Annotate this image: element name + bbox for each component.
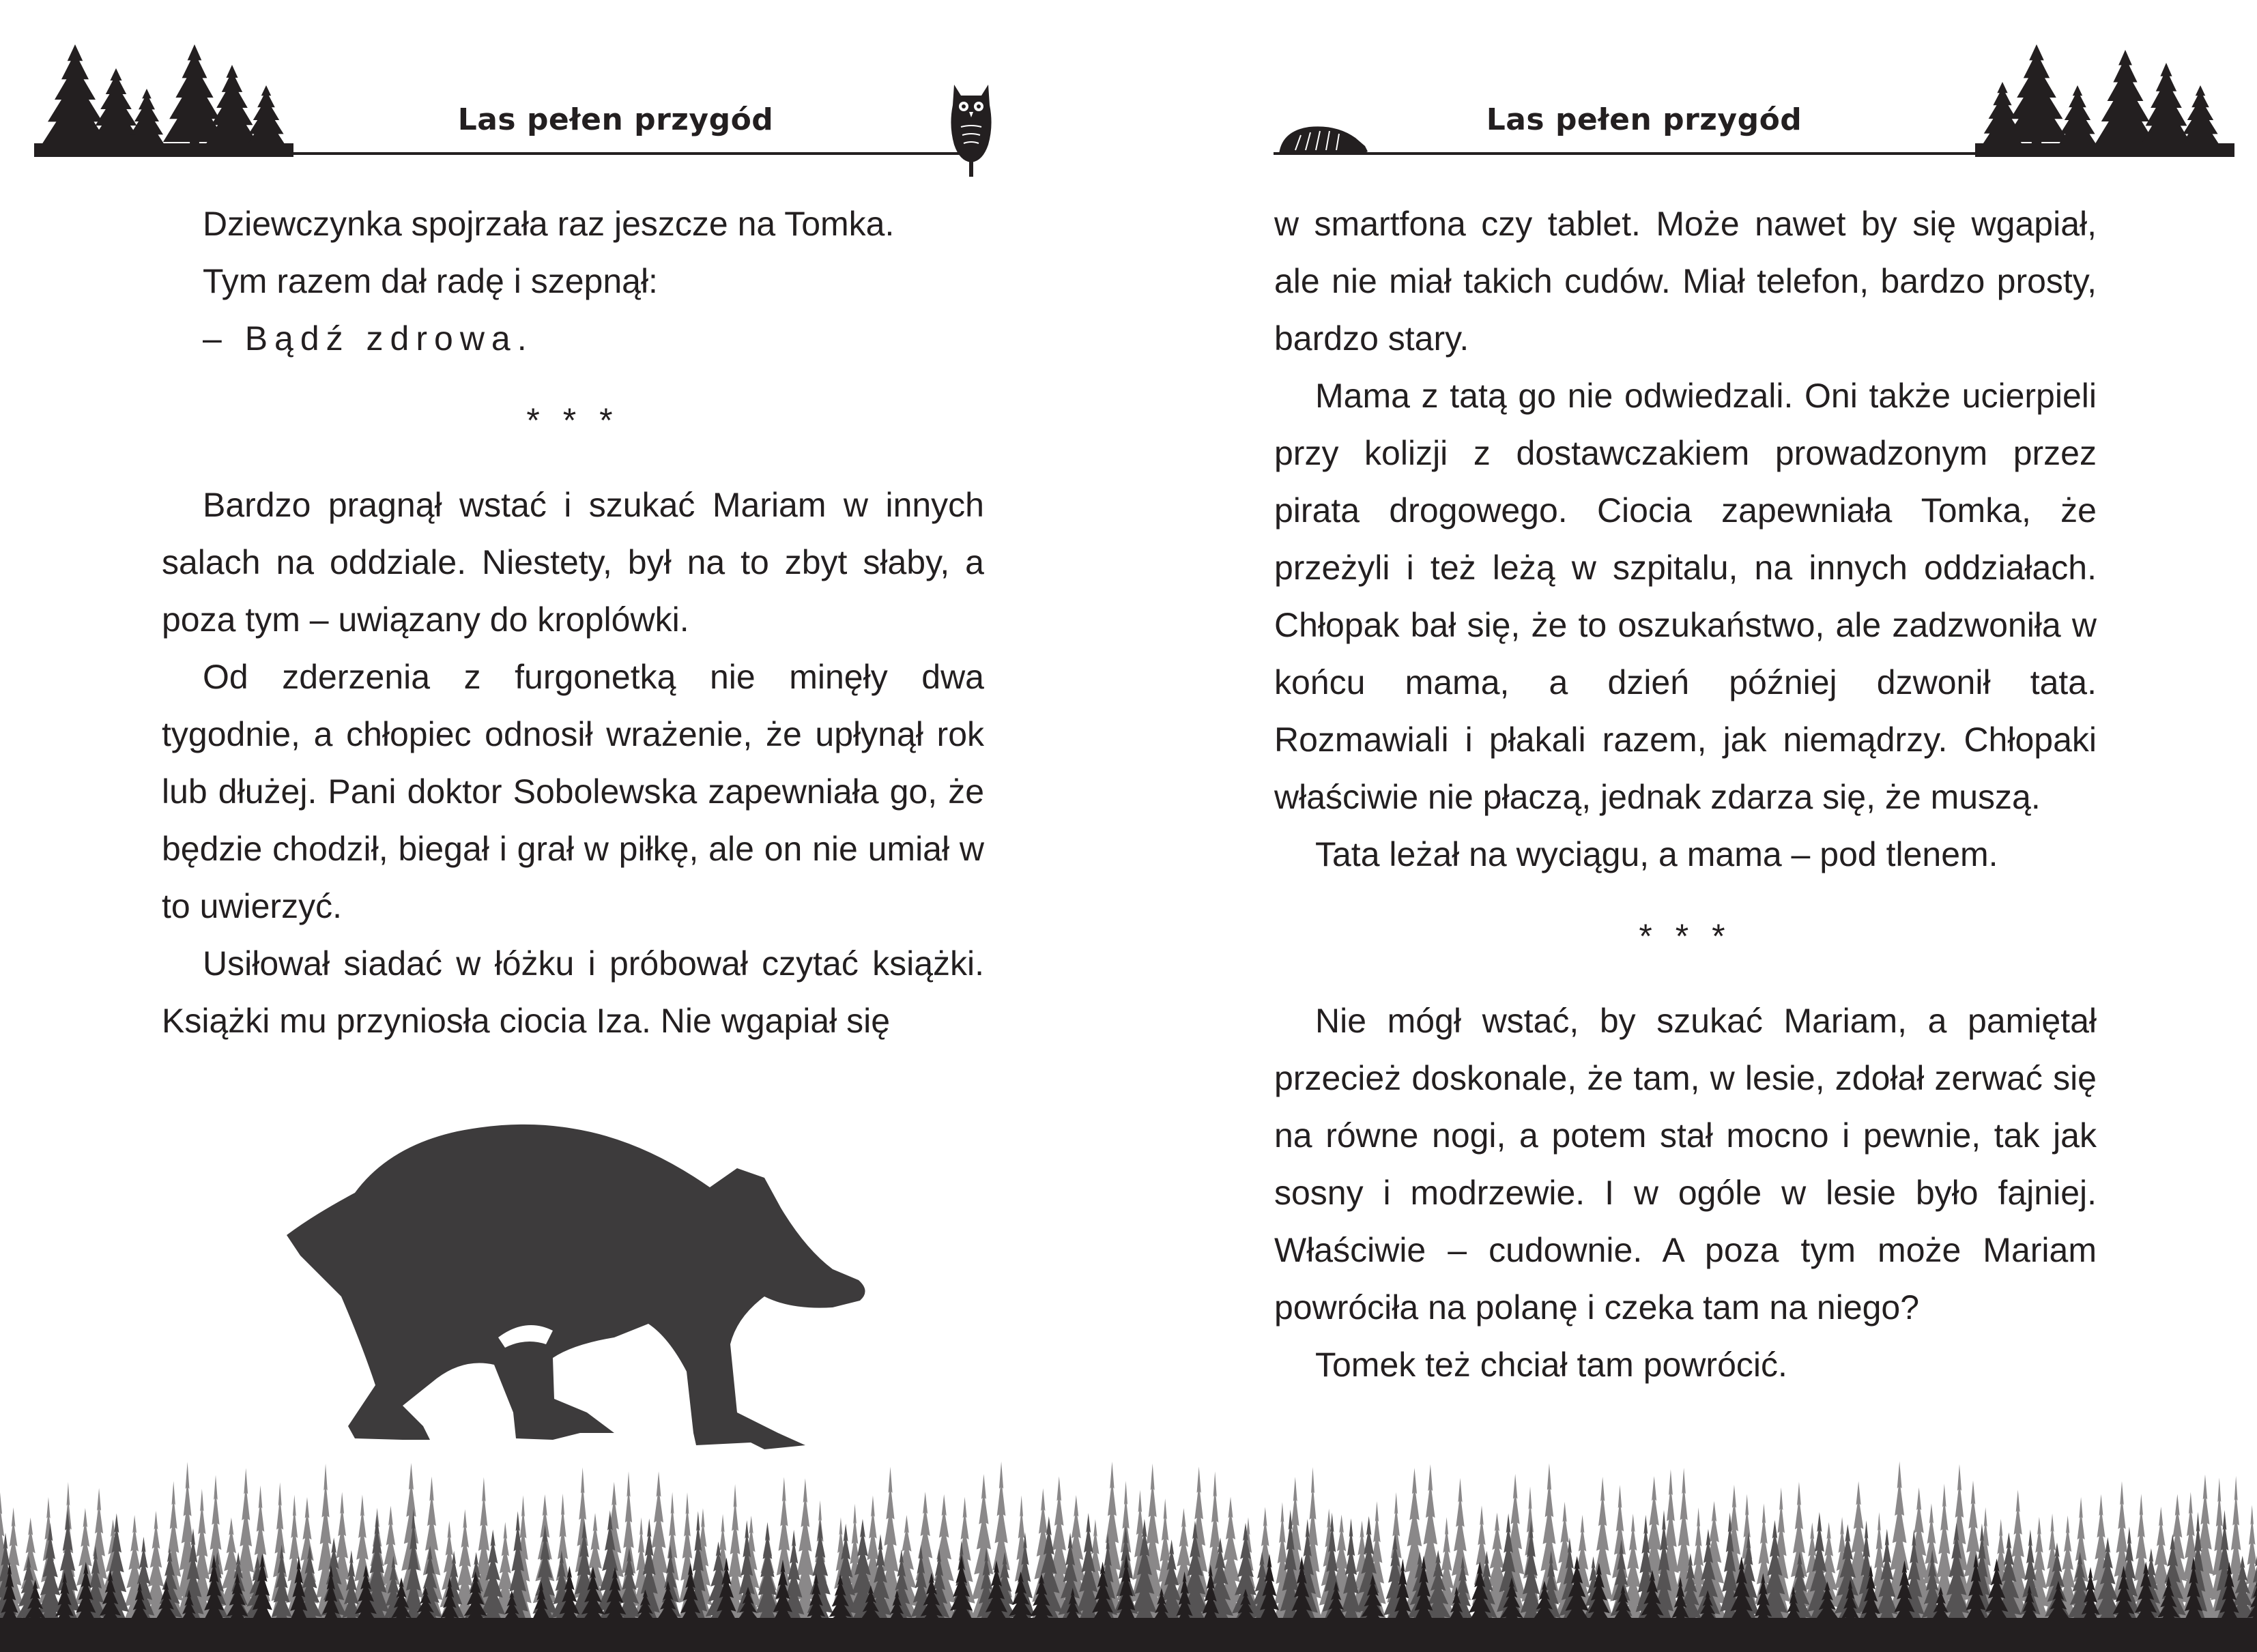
bear-silhouette-icon: [259, 1112, 908, 1453]
paragraph: Tata leżał na wyciągu, a mama – pod tlenem.: [1315, 835, 1998, 873]
right-body-text: [1274, 195, 2097, 1393]
paragraph: – Bądź zdrowa.: [203, 319, 534, 358]
right-page: [1129, 0, 2257, 1652]
paragraph: Mama z tatą go nie odwiedzali. Oni także ucierpieli przy kolizji z dostawczakiem prowadzonym przez pirata drogowego. Ciocia zapewniała Tomka, że przeżyli i też leżą w szpitalu, na innych oddziałach. Chłopak bał się, że to oszukaństwo, ale zadzwoniła w końcu mama, a dzień później dzwonił tata. Rozmawiali i płakali razem, jak niemądrzy. Chłopaki właściwie nie płaczą, jednak zdarza się, że muszą.: [1274, 377, 2097, 816]
running-header: Las pełen przygód: [1486, 102, 1802, 137]
left-page: [0, 0, 1128, 1652]
forest-silhouette-icon: [0, 1454, 2257, 1652]
paragraph: Bardzo pragnął wstać i szukać Mariam w innych salach na oddziale. Niestety, był na to zbyt słaby, a poza tym – uwiązany do kroplówki.: [162, 486, 984, 639]
scene-separator: * * *: [1639, 917, 1732, 955]
paragraph: Dziewczynka spojrzała raz jeszcze na Tomka.: [203, 205, 895, 243]
paragraph: Nie mógł wstać, by szukać Mariam, a pamiętał przecież doskonale, że tam, w lesie, zdołał zerwać się na równe nogi, a potem stał mocno i pewnie, tak jak sosny i modrzewie. I w ogóle w lesie było fajniej. Właściwie – cudownie. A poza tym może Mariam powróciła na polanę i czeka tam na niego?: [1274, 1002, 2097, 1327]
header-rule: [273, 152, 962, 155]
paragraph: Usiłował siadać w łóżku i próbował czytać książki. Książki mu przyniosła ciocia Iza. Nie wgapiał się: [162, 944, 984, 1040]
paragraph: Od zderzenia z furgonetką nie minęły dwa tygodnie, a chłopiec odnosił wrażenie, że upłynął rok lub dłużej. Pani doktor Sobolewska zapewniała go, że będzie chodził, biegał i grał w piłkę, ale on nie umiał w to uwierzyć.: [162, 658, 984, 925]
owl-icon: [949, 85, 994, 177]
left-body-text: [162, 195, 984, 1049]
paragraph: Tomek też chciał tam powrócić.: [1315, 1346, 1787, 1384]
paragraph: w smartfona czy tablet. Może nawet by się wgapiał, ale nie miał takich cudów. Miał telefon, bardzo prosty, bardzo stary.: [1274, 205, 2097, 358]
pine-trees-icon: [27, 34, 293, 157]
paragraph: Tym razem dał radę i szepnął:: [203, 262, 658, 300]
running-header: Las pełen przygód: [457, 102, 774, 137]
scene-separator: * * *: [526, 401, 620, 439]
pine-trees-icon: [1961, 34, 2234, 157]
